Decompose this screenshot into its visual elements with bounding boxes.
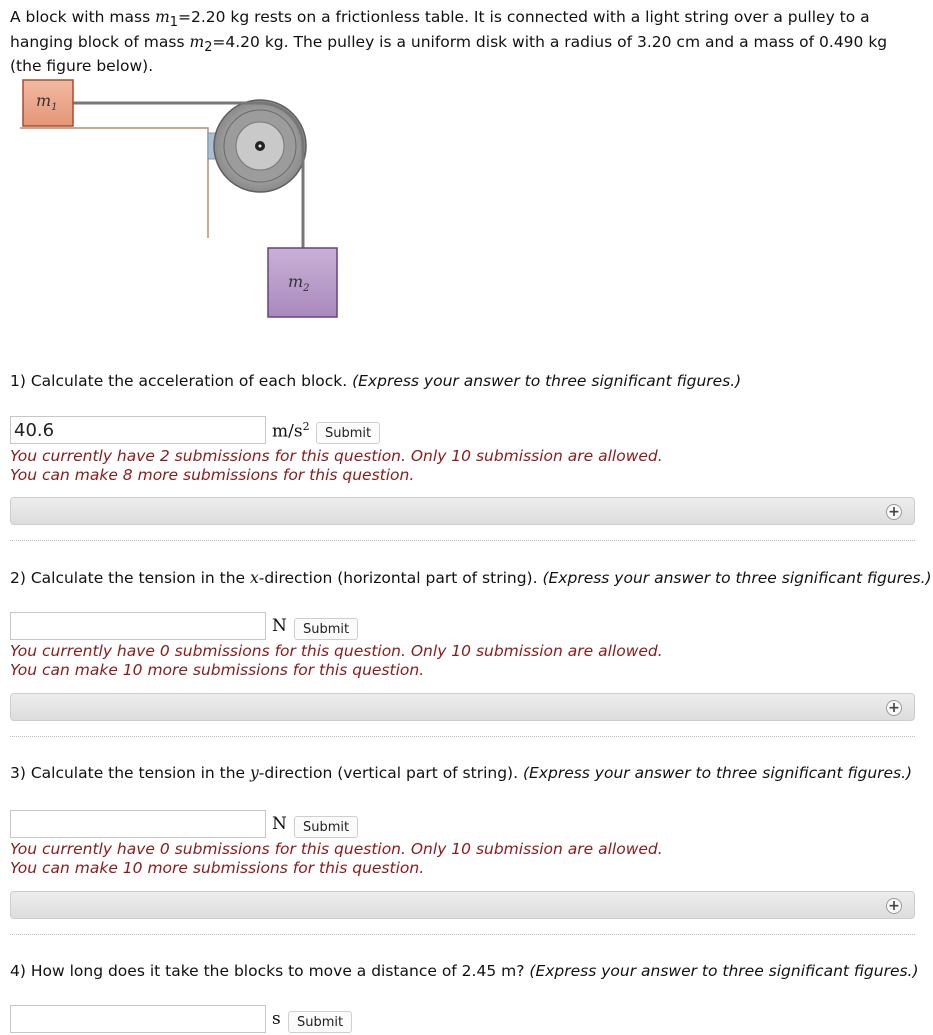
question-1-unit — [272, 420, 310, 442]
question-3-remaining-message: You can make 10 more submissions for this question. — [10, 859, 425, 877]
question-1-hint: (Express your answer to three significant figures.) — [352, 372, 742, 390]
question-1-text — [10, 371, 741, 391]
question-1-answer-input[interactable] — [10, 416, 266, 444]
block-m1-label: $m_1$ — [36, 91, 58, 113]
question-3-hint: (Express your answer to three significant figures.) — [522, 764, 913, 782]
question-3-hint-bar[interactable] — [10, 891, 915, 919]
question-4-prefix: 4) How long does it take the blocks to move a distance of 2.45 m? — [10, 962, 530, 980]
m2-subscript: 2 — [204, 39, 213, 55]
intro-text-c: =4.20 kg. The pulley is a uniform disk with a radius of 3.20 cm and a mass of 0.490 kg (the figure below). — [10, 32, 888, 76]
table-edge — [20, 128, 208, 238]
question-3-submit-button[interactable]: Submit — [294, 816, 358, 838]
question-1-submit-button[interactable]: Submit — [316, 422, 380, 444]
question-2-suffix: -direction (horizontal part of string). — [258, 569, 543, 587]
question-2-hint-bar[interactable] — [10, 693, 915, 721]
m2-symbol: m — [189, 32, 205, 51]
question-4-text — [10, 961, 919, 981]
pulley-figure — [20, 78, 350, 323]
question-1-submission-message: You currently have 2 submissions for this question. Only 10 submission are allowed. — [10, 447, 663, 465]
question-2-unit: N — [272, 616, 287, 636]
divider — [10, 540, 915, 541]
question-4-submit-button[interactable]: Submit — [288, 1011, 352, 1033]
block-m2-label: $m_2$ — [288, 272, 310, 294]
m1-subscript: 1 — [169, 15, 178, 31]
question-2-answer-input[interactable] — [10, 612, 266, 640]
question-1-remaining-message: You can make 8 more submissions for this question. — [10, 466, 415, 484]
question-4-answer-input[interactable] — [10, 1005, 266, 1033]
question-3-prefix: 3) Calculate the tension in the — [10, 764, 250, 782]
question-2-remaining-message: You can make 10 more submissions for this question. — [10, 661, 425, 679]
question-3-submission-message: You currently have 0 submissions for this question. Only 10 submission are allowed. — [10, 840, 663, 858]
question-1-unit-base: m/s — [272, 421, 303, 442]
question-1-unit-sup: 2 — [302, 420, 310, 433]
question-3-answer-input[interactable] — [10, 810, 266, 838]
question-3-text — [10, 763, 912, 783]
question-2-submit-button[interactable]: Submit — [294, 618, 358, 640]
question-2-prefix: 2) Calculate the tension in the — [10, 569, 250, 587]
plus-circle-icon[interactable]: + — [886, 700, 902, 716]
question-1-hint-bar[interactable] — [10, 497, 915, 525]
plus-circle-icon[interactable]: + — [886, 898, 902, 914]
question-1-prefix: 1) Calculate the acceleration of each block. — [10, 372, 353, 390]
question-4-hint: (Express your answer to three significant figures.) — [529, 962, 919, 980]
question-4-unit: s — [272, 1009, 281, 1029]
question-2-variable: x — [250, 569, 259, 587]
question-2-hint: (Express your answer to three significant figures.) — [542, 569, 932, 587]
plus-circle-icon[interactable]: + — [886, 504, 902, 520]
question-2-submission-message: You currently have 0 submissions for this question. Only 10 submission are allowed. — [10, 642, 663, 660]
problem-statement — [10, 8, 915, 77]
question-3-unit: N — [272, 814, 287, 834]
question-2-text — [10, 568, 932, 588]
intro-text-a: A block with mass — [10, 8, 156, 26]
intro-text-b: =2.20 kg rests on a frictionless table. It is connected with a light string over a pulley to a hanging block of mass — [10, 8, 870, 51]
m1-symbol: m — [155, 8, 170, 26]
divider — [10, 736, 915, 737]
question-3-suffix: -direction (vertical part of string). — [258, 764, 523, 782]
question-3-variable: y — [250, 764, 259, 782]
divider — [10, 934, 915, 935]
